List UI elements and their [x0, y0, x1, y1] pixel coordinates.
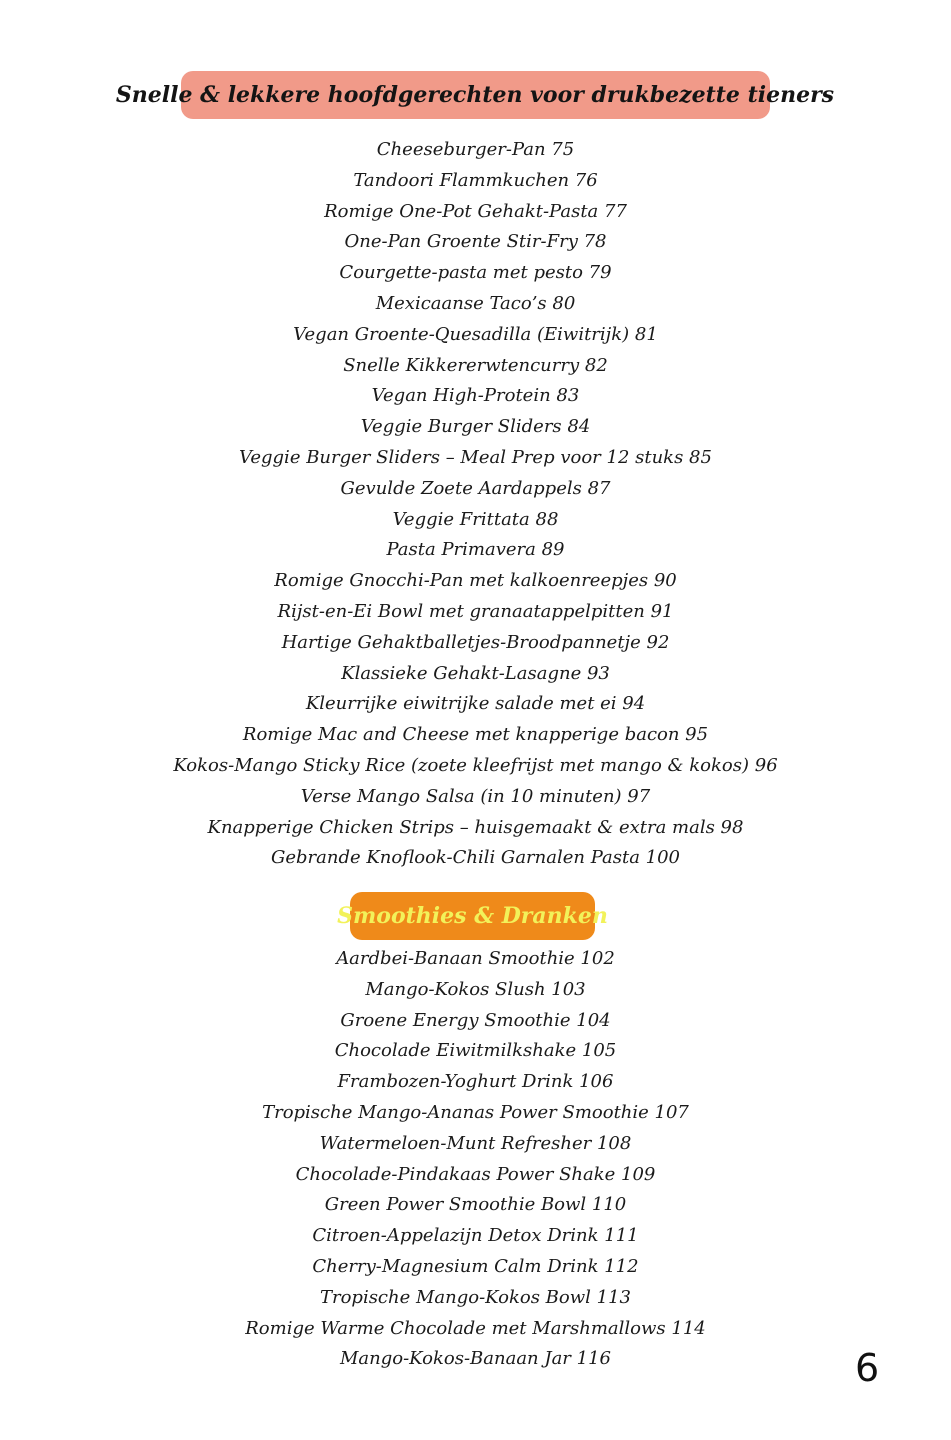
- toc-entry[interactable]: Mango-Kokos-Banaan Jar 116: [339, 1348, 611, 1370]
- toc-entry[interactable]: Groene Energy Smoothie 104: [340, 1009, 611, 1031]
- toc-entry[interactable]: Frambozen-Yoghurt Drink 106: [337, 1071, 614, 1093]
- section-main-dishes: [0, 71, 951, 874]
- toc-entry[interactable]: Tropische Mango-Kokos Bowl 113: [319, 1286, 631, 1308]
- toc-entry[interactable]: Watermeloen-Munt Refresher 108: [319, 1132, 632, 1154]
- toc-entry[interactable]: Veggie Frittata 88: [392, 508, 559, 530]
- toc-entry[interactable]: Knapperige Chicken Strips – huisgemaakt & extra mals 98: [207, 816, 744, 838]
- toc-entry[interactable]: Mexicaanse Taco’s 80: [375, 292, 576, 314]
- toc-entry[interactable]: Aardbei-Banaan Smoothie 102: [336, 948, 615, 969]
- toc-entry[interactable]: Veggie Burger Sliders – Meal Prep voor 12 stuks 85: [239, 446, 712, 468]
- toc-entry[interactable]: Chocolade-Pindakaas Power Shake 109: [295, 1163, 656, 1185]
- section-smoothies: [0, 892, 951, 1375]
- toc-entry[interactable]: Kokos-Mango Sticky Rice (zoete kleefrijst met mango & kokos) 96: [173, 754, 778, 776]
- section-title-smoothies: Smoothies & Dranken: [350, 892, 595, 940]
- toc-list-smoothies: [245, 944, 705, 1375]
- page-number: 6: [855, 1346, 880, 1390]
- toc-entry[interactable]: Tandoori Flammkuchen 76: [353, 169, 598, 191]
- section-title-main-dishes: Snelle & lekkere hoofdgerechten voor drukbezette tieners: [181, 71, 770, 119]
- toc-entry[interactable]: Gebrande Knoflook-Chili Garnalen Pasta 100: [270, 847, 681, 869]
- toc-entry[interactable]: Tropische Mango-Ananas Power Smoothie 107: [262, 1101, 689, 1123]
- toc-entry[interactable]: Cheeseburger-Pan 75: [376, 139, 575, 160]
- toc-entry[interactable]: Citroen-Appelazijn Detox Drink 111: [312, 1225, 639, 1247]
- toc-entry[interactable]: Gevulde Zoete Aardappels 87: [340, 477, 611, 499]
- toc-list-main-dishes: [173, 135, 777, 874]
- toc-entry[interactable]: Cherry-Magnesium Calm Drink 112: [312, 1255, 639, 1277]
- toc-entry[interactable]: Pasta Primavera 89: [386, 539, 565, 561]
- toc-entry[interactable]: Romige Mac and Cheese met knapperige bacon 95: [242, 724, 709, 746]
- toc-entry[interactable]: Romige One-Pot Gehakt-Pasta 77: [324, 200, 627, 222]
- toc-entry[interactable]: Verse Mango Salsa (in 10 minuten) 97: [300, 785, 651, 807]
- toc-entry[interactable]: Romige Warme Chocolade met Marshmallows 114: [245, 1317, 706, 1339]
- toc-entry[interactable]: One-Pan Groente Stir-Fry 78: [344, 231, 607, 253]
- toc-entry[interactable]: Veggie Burger Sliders 84: [360, 416, 591, 438]
- toc-entry[interactable]: Vegan High-Protein 83: [371, 385, 580, 407]
- toc-entry[interactable]: Kleurrijke eiwitrijke salade met ei 94: [305, 693, 646, 715]
- toc-entry[interactable]: Snelle Kikkererwtencurry 82: [343, 354, 608, 376]
- toc-entry[interactable]: Mango-Kokos Slush 103: [365, 978, 586, 1000]
- toc-entry[interactable]: Romige Gnocchi-Pan met kalkoenreepjes 90: [274, 570, 677, 592]
- toc-entry[interactable]: Courgette-pasta met pesto 79: [339, 262, 612, 284]
- toc-entry[interactable]: Hartige Gehaktballetjes-Broodpannetje 92: [281, 631, 670, 653]
- toc-entry[interactable]: Vegan Groente-Quesadilla (Eiwitrijk) 81: [293, 323, 658, 345]
- toc-entry[interactable]: Green Power Smoothie Bowl 110: [324, 1194, 627, 1216]
- toc-entry[interactable]: Chocolade Eiwitmilkshake 105: [334, 1040, 617, 1062]
- toc-entry[interactable]: Rijst-en-Ei Bowl met granaatappelpitten 91: [277, 600, 674, 622]
- toc-entry[interactable]: Klassieke Gehakt-Lasagne 93: [341, 662, 610, 684]
